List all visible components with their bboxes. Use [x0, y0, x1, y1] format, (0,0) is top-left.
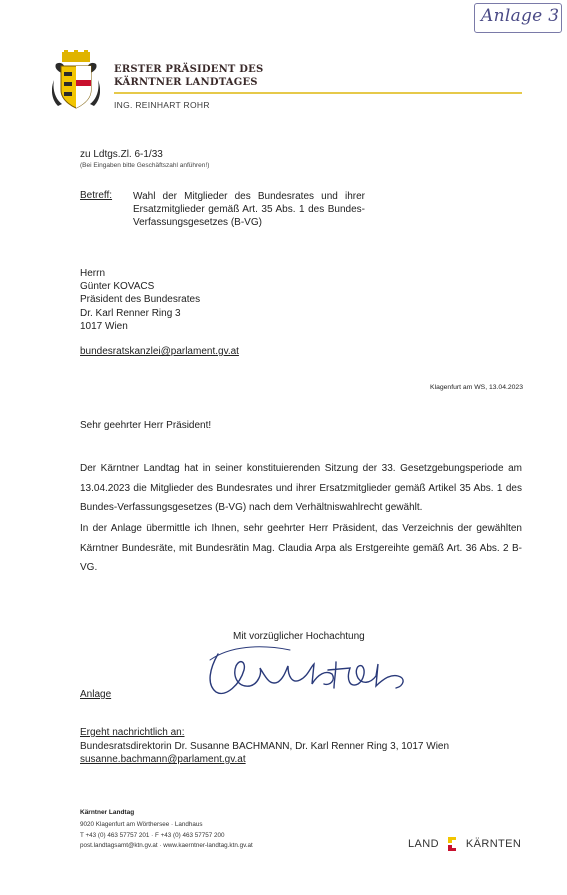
letterhead-rule	[114, 92, 522, 94]
body-paragraph-2: In der Anlage übermittle ich Ihnen, sehr geehrter Herr Präsident, das Verzeichnis der gewählten Kärntner Bundesräte, mit Bundesrätin Mag. Claudia Arpa als Erstgereihte gemäß Art. 36 Abs. 2 B-VG.	[80, 523, 522, 573]
body-paragraph-1: Der Kärntner Landtag hat in seiner konstituierenden Sitzung der 33. Gesetzgebungsperiode am 13.04.2023 die Mitglieder des Bundesrates und ihrer Ersatzmitglieder gemäß Artikel 35 Abs. 1 des Bundes-Verfassungsgesetzes (B-VG) nach dem Verhältniswahlrecht gewählt.	[80, 463, 522, 513]
reference-hint: (Bei Eingaben bitte Geschäftszahl anführen!)	[80, 162, 210, 169]
carinthia-coat-of-arms-icon	[52, 50, 100, 112]
footer-email-web: post.landtagsamt@ktn.gv.at · www.kaerntner-landtag.ktn.gv.at	[80, 842, 253, 849]
recipient-line: 1017 Wien	[80, 320, 128, 332]
cc-recipient: Bundesratsdirektorin Dr. Susanne BACHMANN, Dr. Karl Renner Ring 3, 1017 Wien	[80, 741, 450, 752]
recipient-line: Dr. Karl Renner Ring 3	[80, 307, 181, 319]
subject-label: Betreff:	[80, 190, 113, 201]
reference-number: zu Ldtgs.Zl. 6-1/33	[80, 149, 163, 160]
annex-label: Anlage	[80, 689, 112, 700]
place-date: Klagenfurt am WS, 13.04.2023	[430, 384, 523, 391]
handwritten-signature	[200, 640, 420, 702]
recipient-line: Günter KOVACS	[80, 281, 155, 293]
letterhead-title-line2: KÄRNTNER LANDTAGES	[114, 77, 258, 88]
closing-phrase: Mit vorzüglicher Hochachtung	[233, 631, 365, 642]
footer-contact	[80, 820, 253, 852]
annex-stamp	[474, 3, 562, 33]
cc-heading: Ergeht nachrichtlich an:	[80, 727, 185, 738]
letterhead-title-line1: ERSTER PRÄSIDENT DES	[114, 64, 264, 75]
recipient-line: Herrn	[80, 268, 106, 279]
recipient-email-link[interactable]: bundesratskanzlei@parlament.gv.at	[80, 346, 239, 357]
cc-email-link[interactable]: susanne.bachmann@parlament.gv.at	[80, 754, 246, 765]
subject-text: Wahl der Mitglieder des Bundesrates und ihrer Ersatzmitglieder gemäß Art. 35 Abs. 1 des Bundes-Verfassungsgesetzes (B-VG)	[133, 191, 365, 228]
logo-text-land: LAND	[408, 837, 439, 850]
annex-stamp-text: Anlage 3	[481, 6, 560, 26]
land-kaernten-logo	[408, 837, 521, 851]
recipient-line: Präsident des Bundesrates	[80, 294, 201, 306]
logo-text-kaernten: KÄRNTEN	[465, 837, 522, 850]
recipient-address	[80, 267, 200, 333]
footer-organization: Kärntner Landtag	[80, 809, 135, 816]
letterhead-title	[114, 63, 263, 89]
letterhead-name: ING. REINHART ROHR	[114, 100, 210, 110]
footer-phone-fax: T +43 (0) 463 57757 201 · F +43 (0) 463 57757 200	[80, 831, 225, 839]
land-kaernten-mark-icon	[448, 837, 456, 851]
footer-address: 9020 Klagenfurt am Wörthersee · Landhaus	[80, 821, 203, 828]
salutation: Sehr geehrter Herr Präsident!	[80, 420, 212, 431]
